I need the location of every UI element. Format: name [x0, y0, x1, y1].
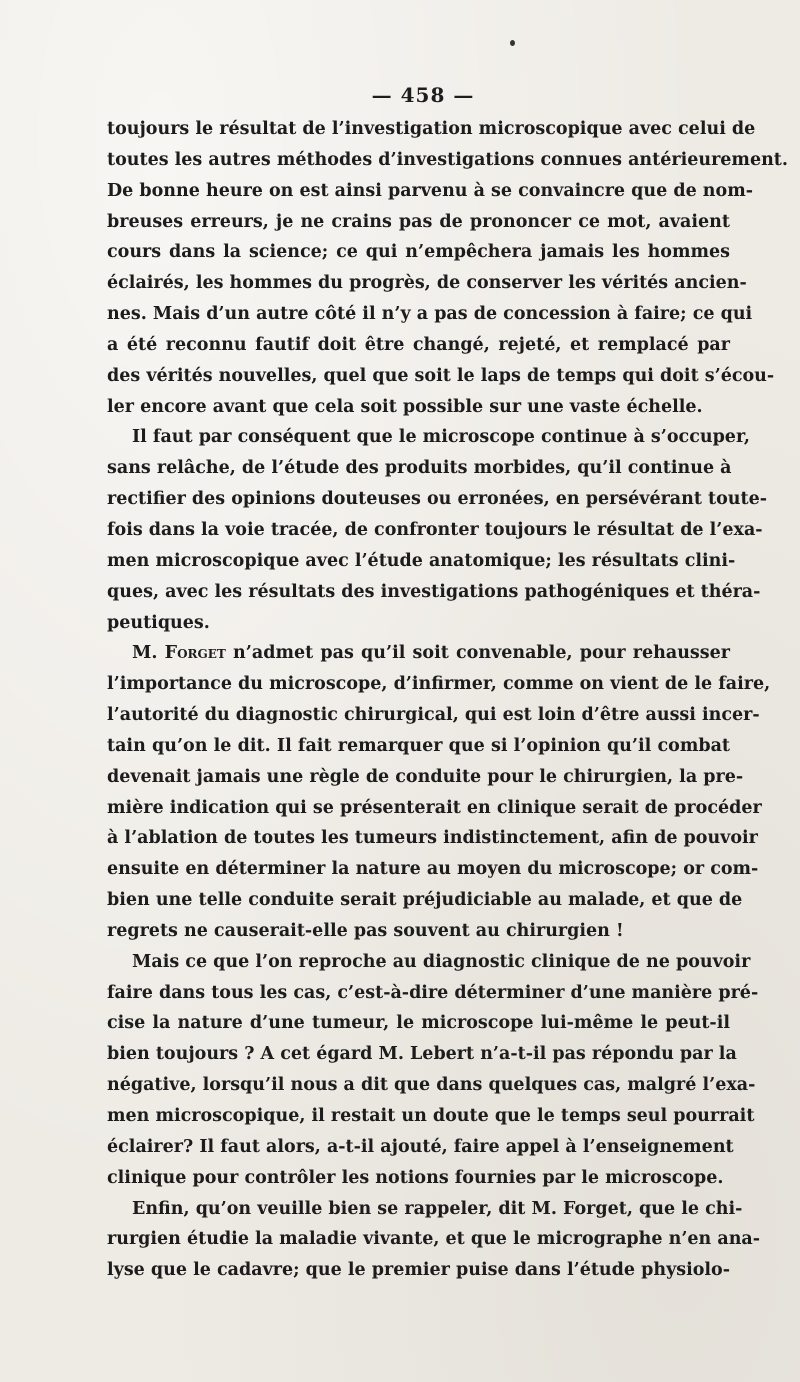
page-number: — 458 —	[371, 83, 475, 107]
text-line: men microscopique avec l’étude anatomique; les résultats clini-	[107, 550, 736, 571]
text-line: peutiques.	[107, 612, 210, 633]
text-line: mière indication qui se présenterait en clinique serait de procéder	[107, 797, 762, 818]
text-line: cours dans la science; ce qui n’empêchera jamais les hommes	[107, 242, 730, 263]
text-line: toujours le résultat de l’investigation microscopique avec celui de	[107, 119, 756, 139]
text-line: l’importance du microscope, d’infirmer, comme on vient de le faire,	[107, 674, 771, 695]
ink-speck	[510, 40, 515, 46]
text-line: rectifier des opinions douteuses ou erronées, en persévérant toute-	[107, 489, 768, 510]
text-line: De bonne heure on est ainsi parvenu à se convaincre que de nom-	[107, 180, 753, 201]
text-line: clinique pour contrôler les notions fournies par le microscope.	[107, 1167, 724, 1188]
text-line: M. Forget n’admet pas qu’il soit convenable, pour rehausser	[132, 643, 730, 664]
text-line: ensuite en déterminer la nature au moyen du microscope; or com-	[107, 859, 759, 880]
text-line: a été reconnu fautif doit être changé, rejeté, et remplacé par	[107, 334, 730, 355]
text-line: breuses erreurs, je ne crains pas de prononcer ce mot, avaient	[107, 211, 730, 232]
text-line: éclairer? Il faut alors, a-t-il ajouté, faire appel à l’enseignement	[107, 1136, 734, 1157]
text-line: Mais ce que l’on reproche au diagnostic clinique de ne pouvoir	[132, 951, 751, 972]
text-line: men microscopique, il restait un doute que le temps seul pourrait	[107, 1106, 755, 1126]
text-line: nes. Mais d’un autre côté il n’y a pas de concession à faire; ce qui	[107, 304, 753, 325]
body-text	[107, 114, 788, 1286]
text-line: fois dans la voie tracée, de confronter toujours le résultat de l’exa-	[107, 519, 763, 540]
text-line: Enfin, qu’on veuille bien se rappeler, dit M. Forget, que le chi-	[132, 1198, 743, 1219]
text-line: rurgien étudie la maladie vivante, et que le micrographe n’en ana-	[107, 1229, 761, 1250]
text-line: Il faut par conséquent que le microscope continue à s’occuper,	[132, 427, 750, 448]
text-line: éclairés, les hommes du progrès, de conserver les vérités ancien-	[107, 273, 747, 294]
text-line: ler encore avant que cela soit possible sur une vaste échelle.	[107, 396, 703, 417]
text-line: tain qu’on le dit. Il fait remarquer que si l’opinion qu’il combat	[107, 735, 730, 756]
text-line: sans relâche, de l’étude des produits morbides, qu’il continue à	[107, 458, 732, 479]
text-line: cise la nature d’une tumeur, le microscope lui-même le peut-il	[107, 1013, 730, 1034]
text-line: des vérités nouvelles, quel que soit le laps de temps qui doit s’écou-	[107, 365, 775, 386]
text-line: devenait jamais une règle de conduite pour le chirurgien, la pre-	[107, 766, 744, 787]
text-line: négative, lorsqu’il nous a dit que dans quelques cas, malgré l’exa-	[107, 1075, 756, 1096]
text-line: lyse que le cadavre; que le premier puise dans l’étude physiolo-	[107, 1260, 730, 1281]
text-line: ques, avec les résultats des investigations pathogéniques et théra-	[107, 581, 761, 602]
text-line: l’autorité du diagnostic chirurgical, qui est loin d’être aussi incer-	[107, 705, 760, 726]
text-line: à l’ablation de toutes les tumeurs indistinctement, afin de pouvoir	[107, 828, 758, 849]
text-line: bien toujours ? A cet égard M. Lebert n’a-t-il pas répondu par la	[107, 1044, 737, 1065]
text-line: regrets ne causerait-elle pas souvent au chirurgien !	[107, 920, 624, 941]
text-line: bien une telle conduite serait préjudiciable au malade, et que de	[107, 890, 743, 911]
text-line: toutes les autres méthodes d’investigations connues antérieurement.	[107, 149, 788, 170]
text-line: faire dans tous les cas, c’est-à-dire déterminer d’une manière pré-	[107, 982, 759, 1003]
